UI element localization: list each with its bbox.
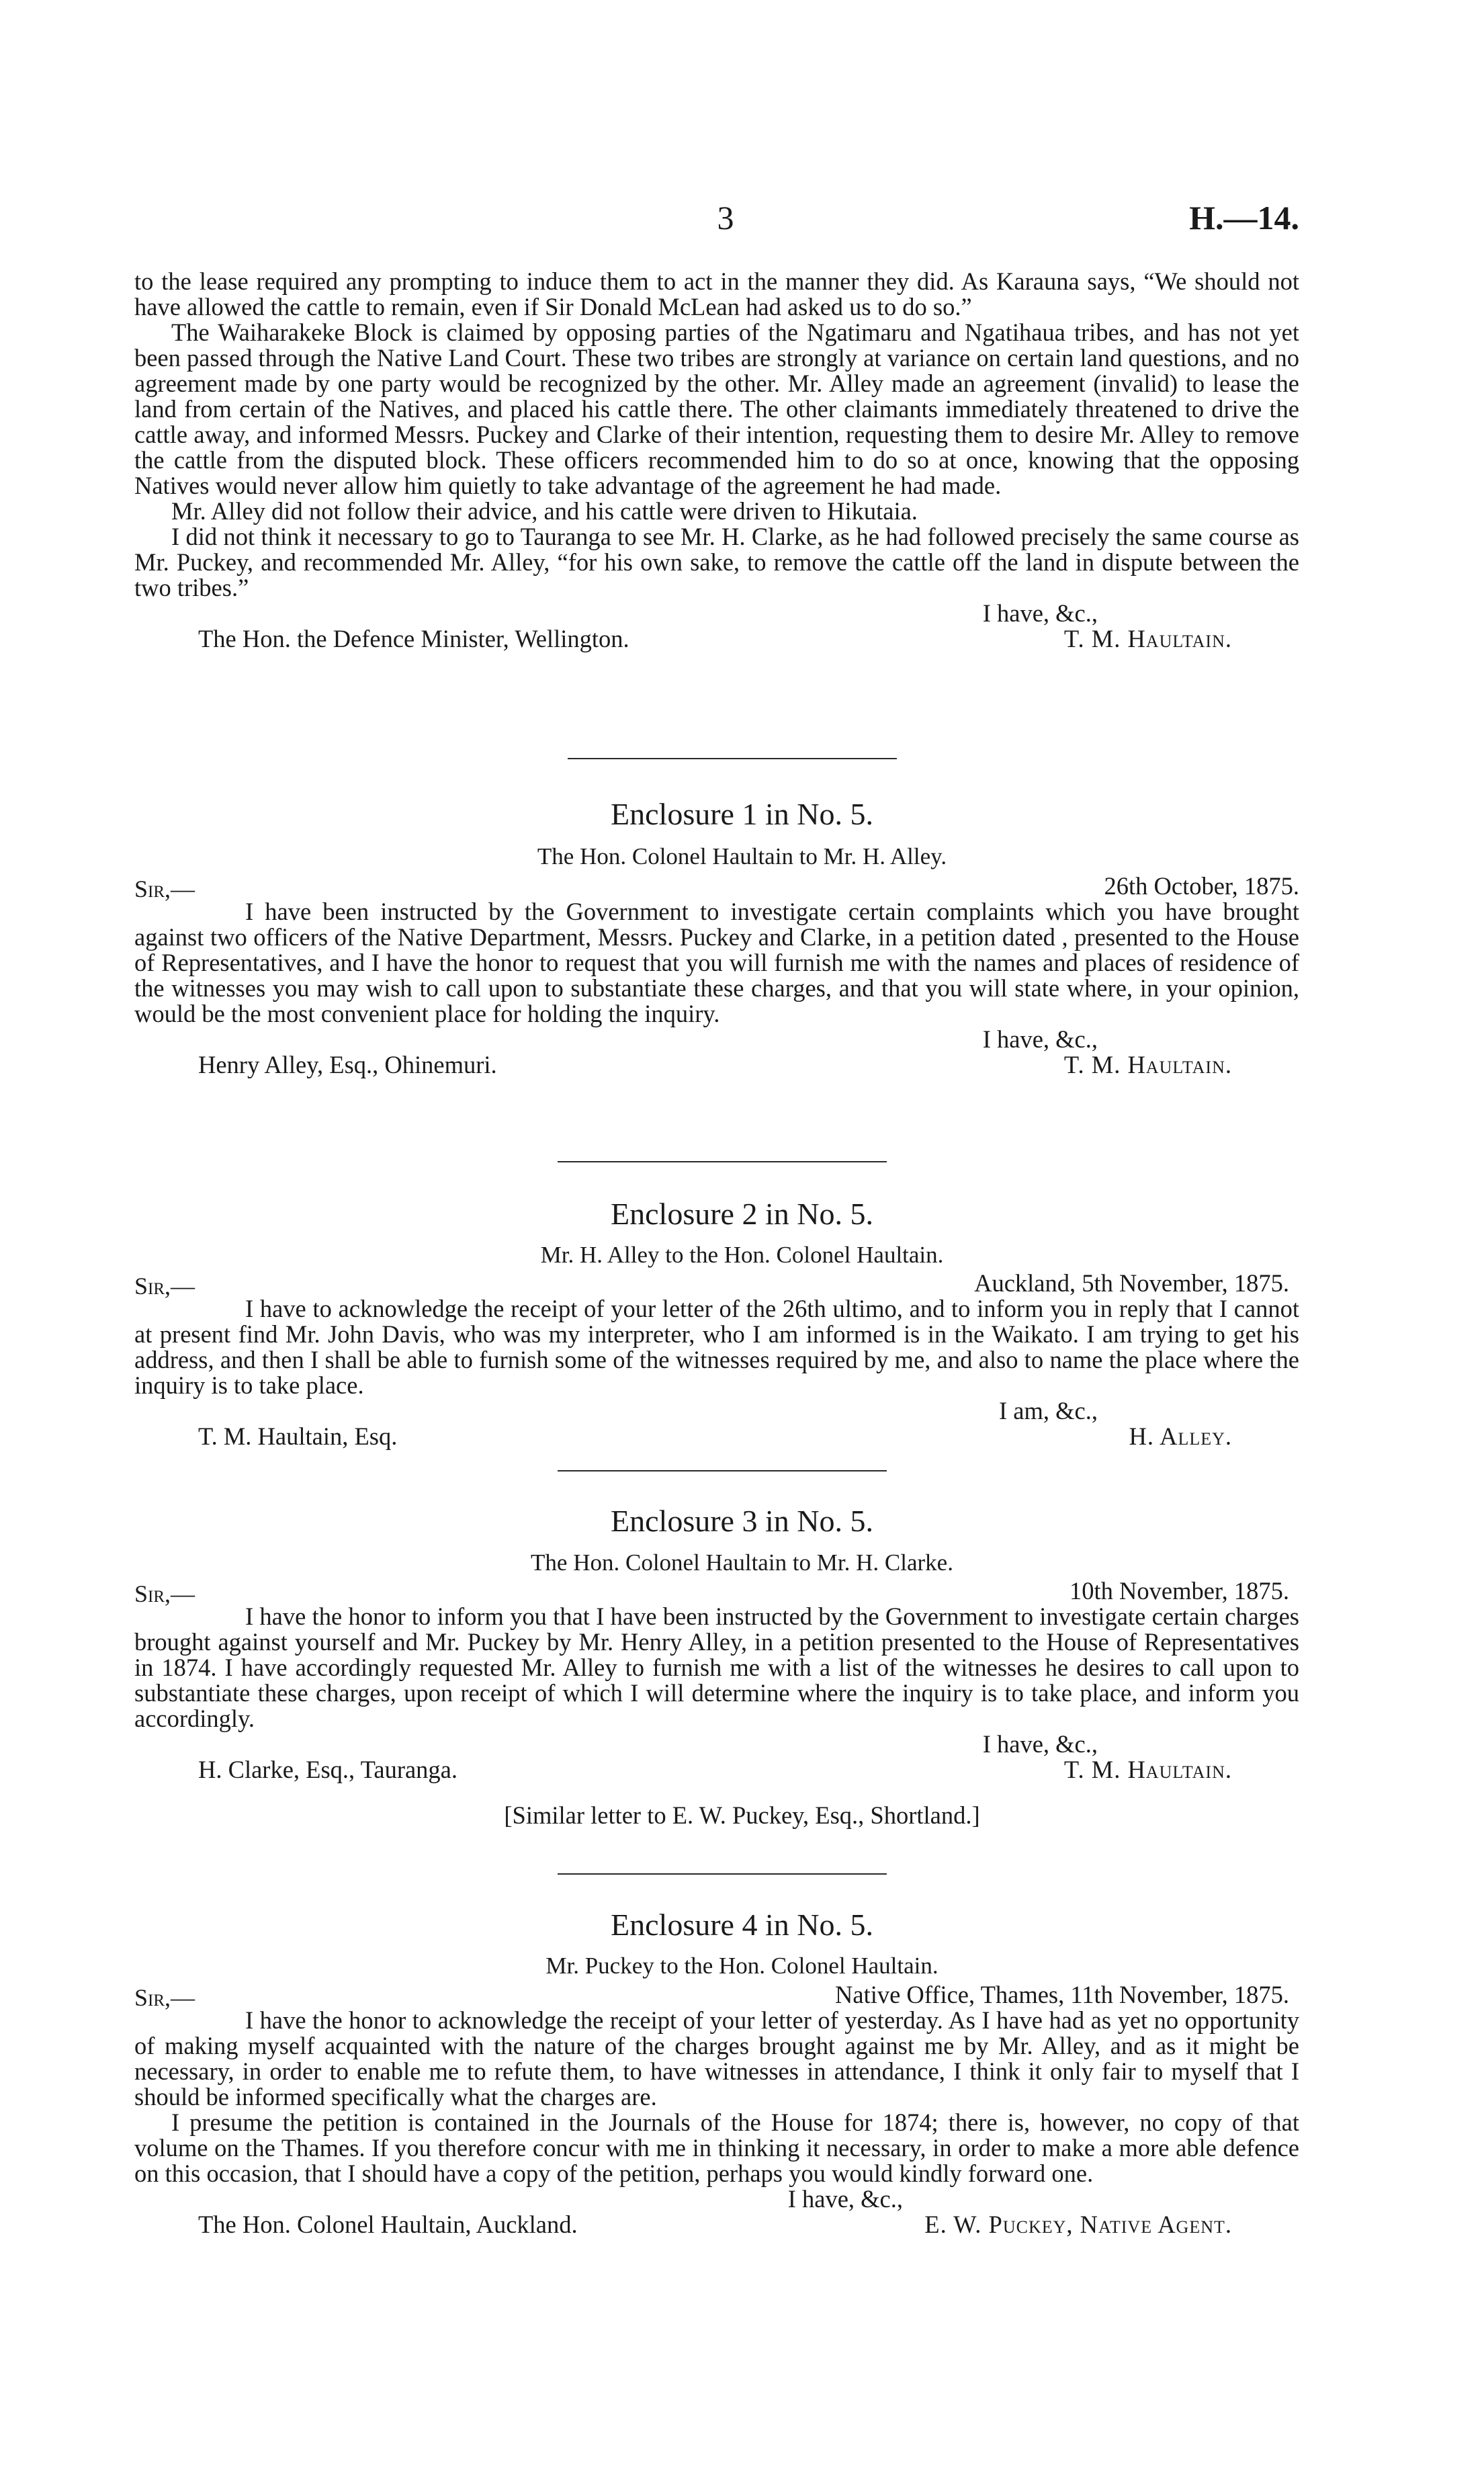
section-divider: [558, 1873, 887, 1875]
paragraph: I have to acknowledge the receipt of your letter of the 26th ultimo, and to inform you in reply that I cannot at present find Mr. John Davis, who was my interpreter, who I am informed is in the Waikato. I am trying to get his address, and then I shall be able to furnish some of the witnesses required by me, and also to name the place where the inquiry is to take place.: [134, 1295, 1299, 1399]
enclosure-title: Enclosure 4 in No. 5.: [611, 1908, 873, 1942]
addressee: The Hon. Colonel Haultain, Auckland.: [198, 2211, 578, 2238]
closing-row: [134, 1398, 1299, 1424]
paragraph: Mr. Alley did not follow their advice, and his cattle were driven to Hikutaia.: [171, 497, 918, 525]
addressee: The Hon. the Defence Minister, Wellington.: [198, 625, 629, 652]
page-number: 3: [717, 199, 734, 237]
paragraph: I have the honor to inform you that I have been instructed by the Government to investigate certain charges brought against yourself and Mr. Puckey by Mr. Henry Alley, in a petition presented to the House of Representatives in 1874. I have accordingly requested Mr. Alley to furnish me with a list of the witnesses he desires to call upon to substantiate these charges, upon receipt of which I will determine where the inquiry is to take place, and inform you accordingly.: [134, 1603, 1299, 1732]
signature-row: [134, 1052, 1299, 1078]
signature: T. M. Haultain.: [1063, 625, 1232, 652]
bracketed-note: [Similar letter to E. W. Puckey, Esq., Shortland.]: [504, 1801, 980, 1829]
signature: E. W. Puckey, Native Agent.: [924, 2211, 1232, 2238]
signature: H. Alley.: [1129, 1422, 1232, 1450]
enclosure-title: Enclosure 3 in No. 5.: [611, 1504, 873, 1538]
letter-date: Native Office, Thames, 11th November, 1875.: [835, 1981, 1289, 2008]
enclosure-title: Enclosure 2 in No. 5.: [611, 1197, 873, 1231]
signature: T. M. Haultain.: [1063, 1051, 1232, 1078]
letter-date: Auckland, 5th November, 1875.: [974, 1269, 1289, 1297]
addressee: Henry Alley, Esq., Ohinemuri.: [198, 1051, 497, 1078]
letter-body: [134, 2008, 1299, 2237]
report-continuation: [134, 269, 1299, 652]
paragraph: to the lease required any prompting to induce them to act in the manner they did. As Karauna says, “We should not have allowed the cattle to remain, even if Sir Donald McLean had asked us to do so.”: [134, 267, 1299, 321]
paragraph: I have been instructed by the Government to investigate certain complaints which you have brought against two officers of the Native Department, Messrs. Puckey and Clarke, in a petition dated , presented to the House of Representatives, and I have the honor to request that you will furnish me with the names and places of residence of the witnesses you may wish to call upon to substantiate these charges, and that you will state where, in your opinion, would be the most convenient place for holding the inquiry.: [134, 898, 1299, 1027]
section-divider: [568, 758, 897, 759]
salutation: Sir,—: [134, 1273, 195, 1299]
paragraph: I have the honor to acknowledge the receipt of your letter of yesterday. As I have had as yet no opportunity of making myself acquainted with the nature of the charges brought against me by Mr. Alley, and as it might be necessary, in order to enable me to refute them, to have witnesses in attendance, I think it only fair to myself that I should be informed specifically what the charges are.: [134, 2006, 1299, 2110]
salutation: Sir,—: [134, 876, 195, 902]
enclosure-title: Enclosure 1 in No. 5.: [611, 797, 873, 831]
enclosure-subtitle: Mr. H. Alley to the Hon. Colonel Haultain.: [540, 1242, 944, 1268]
closing: I have, &c.,: [787, 2185, 903, 2213]
closing: I have, &c.,: [982, 1730, 1098, 1758]
letter-date: 10th November, 1875.: [1070, 1577, 1289, 1605]
enclosure-subtitle: The Hon. Colonel Haultain to Mr. H. Clarke.: [531, 1549, 953, 1576]
letter-body: [134, 1296, 1299, 1449]
letter-body: [134, 899, 1299, 1078]
section-divider: [558, 1470, 887, 1471]
closing: I am, &c.,: [999, 1397, 1098, 1424]
addressee: H. Clarke, Esq., Tauranga.: [198, 1756, 457, 1783]
paragraph: The Waiharakeke Block is claimed by opposing parties of the Ngatimaru and Ngatihaua tribes, and has not yet been passed through the Native Land Court. These two tribes are strongly at variance on certain land questions, and no agreement made by one party would be recognized by the other. Mr. Alley made an agreement (invalid) to lease the land from certain of the Natives, and placed his cattle there. The other claimants immediately threatened to drive the cattle away, and informed Messrs. Puckey and Clarke of their intention, requesting them to desire Mr. Alley to remove the cattle from the disputed block. These officers recommended him to do so at once, knowing that the opposing Natives would never allow him quietly to take advantage of the agreement he had made.: [134, 318, 1299, 499]
enclosure-subtitle: Mr. Puckey to the Hon. Colonel Haultain.: [545, 1953, 939, 1979]
closing-row: [134, 1732, 1299, 1757]
closing-row: [134, 1027, 1299, 1052]
closing: I have, &c.,: [982, 1025, 1098, 1053]
closing: I have, &c.,: [982, 599, 1098, 627]
enclosure-subtitle: The Hon. Colonel Haultain to Mr. H. Alley.: [537, 843, 947, 869]
letter-date: 26th October, 1875.: [1104, 872, 1299, 900]
paragraph: I presume the petition is contained in the Journals of the House for 1874; there is, however, no copy of that volume on the Thames. If you therefore concur with me in thinking it necessary, in order to make a more able defence on this occasion, that I should have a copy of the petition, perhaps you would kindly forward one.: [134, 2108, 1299, 2187]
signature-row: [134, 1424, 1299, 1449]
salutation: Sir,—: [134, 1580, 195, 1607]
section-divider: [558, 1161, 887, 1162]
signature-row: [134, 626, 1299, 652]
closing-row: [134, 2186, 1299, 2212]
signature: T. M. Haultain.: [1063, 1756, 1232, 1783]
letter-body: [134, 1604, 1299, 1783]
closing-row: [134, 601, 1299, 626]
addressee: T. M. Haultain, Esq.: [198, 1422, 398, 1450]
salutation: Sir,—: [134, 1984, 195, 2011]
signature-row: [134, 1757, 1299, 1783]
signature-row: [134, 2212, 1299, 2237]
document-reference: H.—14.: [1189, 199, 1299, 237]
paragraph: I did not think it necessary to go to Tauranga to see Mr. H. Clarke, as he had followed precisely the same course as Mr. Puckey, and recommended Mr. Alley, “for his own sake, to remove the cattle off the land in dispute between the two tribes.”: [134, 523, 1299, 601]
